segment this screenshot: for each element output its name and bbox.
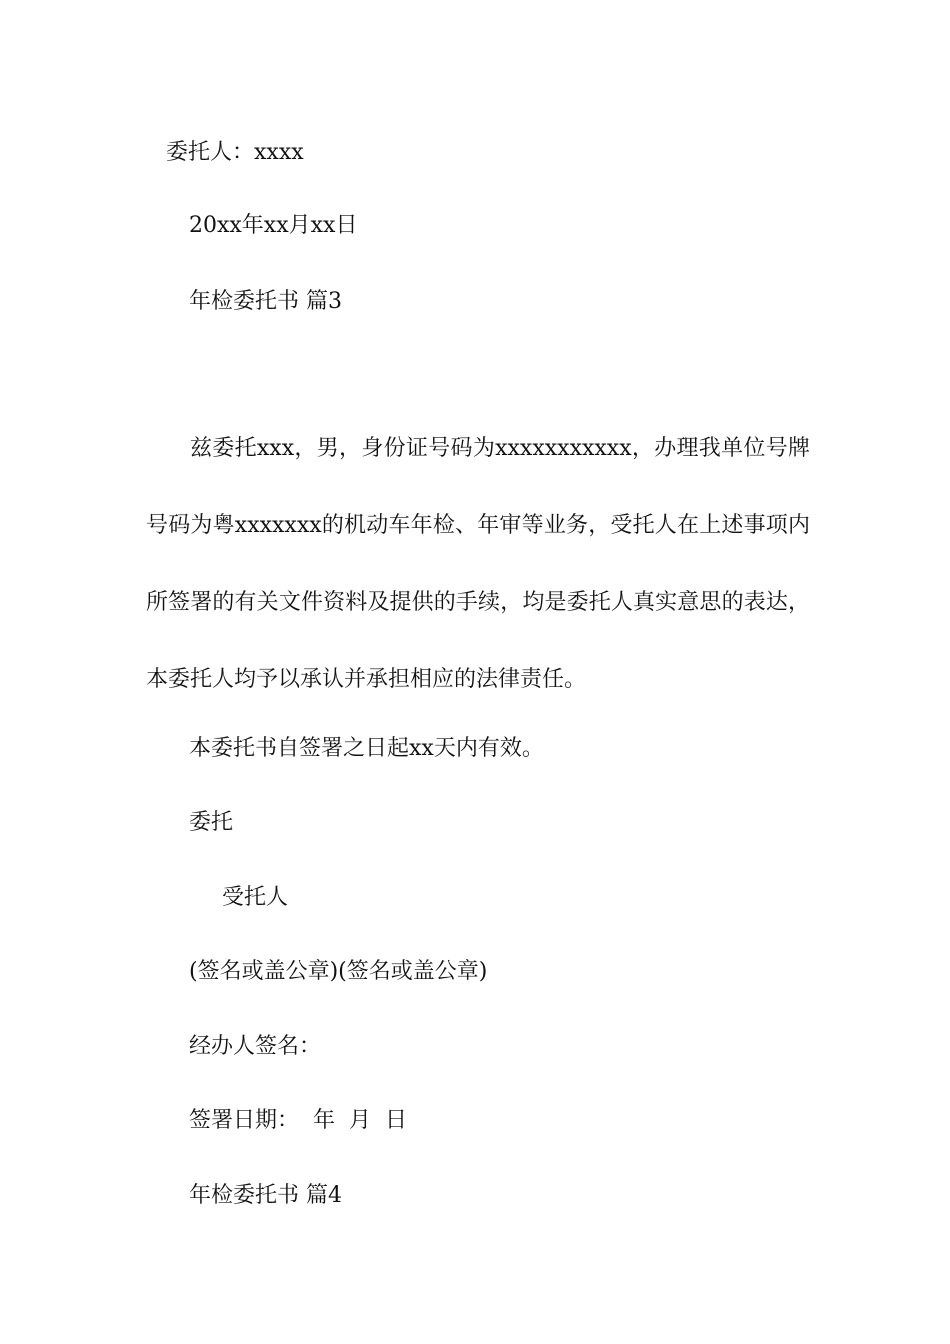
sign-date-line: 签署日期： 年 月 日 — [189, 1108, 407, 1133]
section-heading-3: 年检委托书 篇3 — [189, 289, 342, 314]
body-paragraph: 兹委托xxx，男，身份证号码为xxxxxxxxxxx，办理我单位号牌号码为粤xxxxxxx的机动车年检、年审等业务，受托人在上述事项内所签署的有关文件资料及提供的手续，均是委托人真实意思的表达，本委托人均予以承认并承担相应的法律责任。 — [146, 436, 810, 692]
section-heading-4: 年检委托书 篇4 — [189, 1183, 342, 1208]
date-line: 20xx年xx月xx日 — [189, 213, 358, 238]
agent-label: 受托人 — [222, 885, 289, 910]
signature-line: (签名或盖公章)(签名或盖公章) — [189, 959, 488, 984]
principal-label: 委托 — [189, 810, 234, 835]
principal-line: 委托人：xxxx — [166, 140, 304, 165]
handler-signature-line: 经办人签名： — [189, 1034, 322, 1059]
validity-line: 本委托书自签署之日起xx天内有效。 — [189, 736, 544, 761]
